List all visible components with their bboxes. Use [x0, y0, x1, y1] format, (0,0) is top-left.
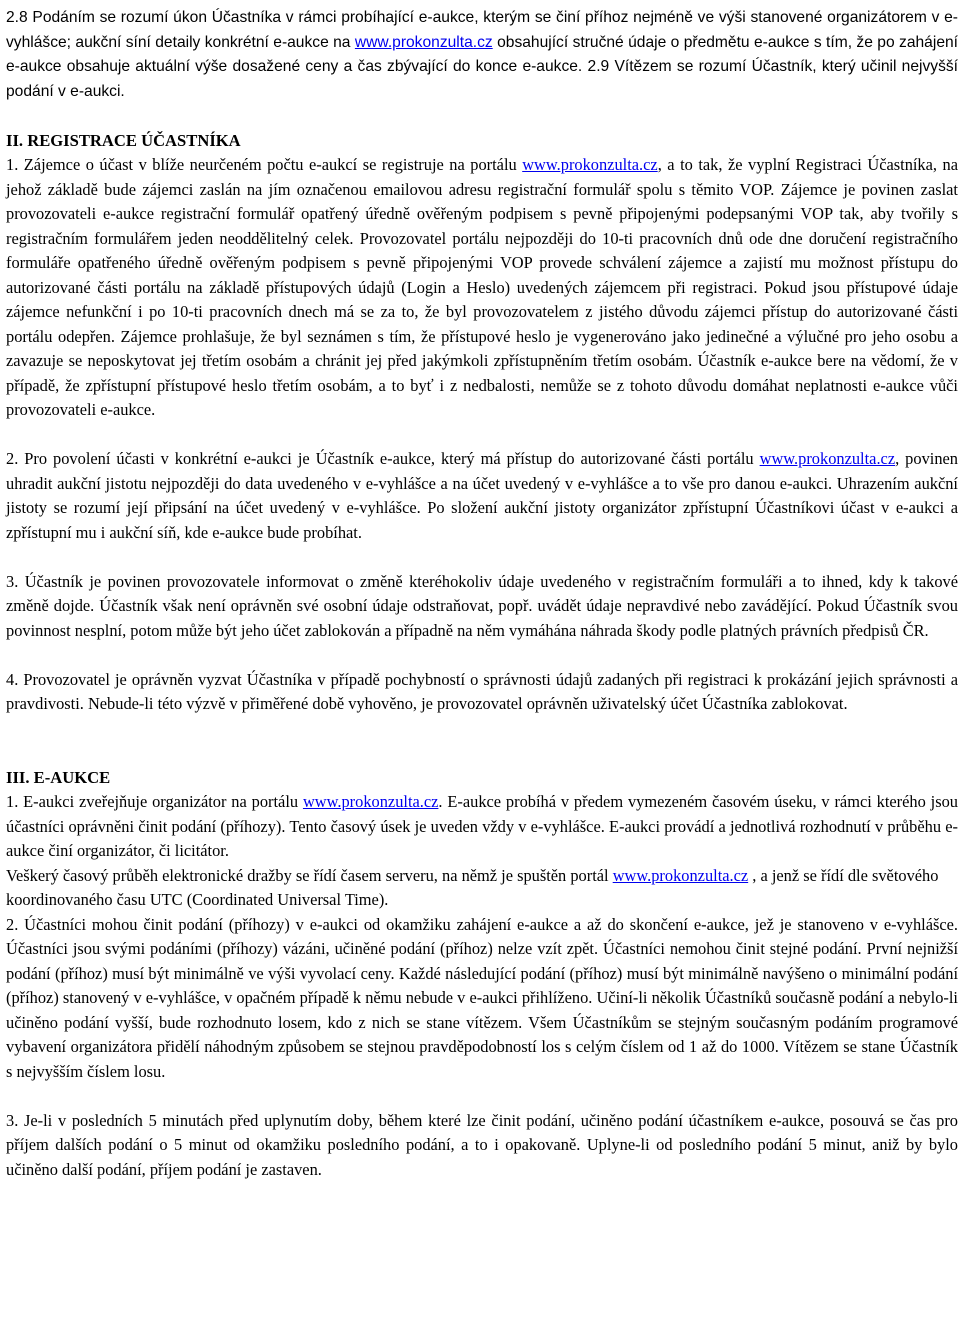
section-heading-e-aukce: III. E-AUKCE	[6, 767, 111, 787]
spacer	[6, 104, 958, 129]
spacer	[6, 423, 958, 448]
paragraph-e-aukce-1: 1. E-aukci zveřejňuje organizátor na portálu www.prokonzulta.cz. E-aukce probíhá v předem vymezeném časovém úseku, v rámci kterého jsou účastníci oprávněni činit podání (příhozy). Tento časový úsek je uveden vždy v e-vyhlášce. E-aukci provádí a jednotlivá rozhodnutí v průběhu e-aukce činí organizátor, či licitátor.	[6, 792, 958, 860]
spacer	[6, 717, 958, 766]
paragraph-e-aukce-3: 3. Je-li v posledních 5 minutách před uplynutím doby, během které lze činit podání, učiněno podání účastníkem e-aukce, posouvá se čas pro příjem dalších podání o 5 minut od okamžiku posledního podání, a to i opakovaně. Uplyne-li od posledního podání 5 minut, aniž by bylo učiněno další podání, příjem podání je zastaven.	[6, 1110, 958, 1179]
prokonzulta-link[interactable]: www.prokonzulta.cz	[522, 155, 658, 174]
spacer	[6, 643, 958, 668]
paragraph-2-9: 2.9 Vítězem se rozumí Účastník, který učinil nejvyšší podání v e-aukci.	[6, 58, 959, 100]
paragraph-registrace-2: 2. Pro povolení účasti v konkrétní e-aukci je Účastník e-aukce, který má přístup do autorizované části portálu www.prokonzulta.cz, povinen uhradit aukční jistotu nejpozději do data uvedeného v e-vyhlášce a na účet uvedený v e-vyhlášce a to vše pro danou e-aukci. Uhrazením aukční jistoty se rozumí její připsání na účet uvedený v e-vyhlášce. Po složení aukční jistoty organizátor zpřístupní Účastníkovi účast v e-aukci a zpřístupní mu i aukční síň, kde e-aukce bude probíhat.	[6, 449, 958, 542]
paragraph-2-8: 2.8 Podáním se rozumí úkon Účastníka v rámci probíhající e-aukce, kterým se činí příhoz nejméně ve výši stanovené organizátorem v e-vyhlášce; aukční síní detaily konkrétní e-aukce na www.prokonzulta.cz obsahující stručné údaje o předmětu e-aukce s tím, že po zahájení e-aukce obsahuje aktuální výše dosažené ceny a čas zbývající do konce e-aukce. 2.9 Vítězem se rozumí Účastník, který učinil nejvyšší podání v e-aukci.	[6, 9, 959, 100]
paragraph-registrace-4: 4. Provozovatel je oprávněn vyzvat Účastníka v případě pochybností o správnosti údajů zadaných při registraci k prokázání jejich správnosti a pravdivosti. Nebude-li této výzvě v přiměřené době vyhověno, je provozovatel oprávněn uživatelský účet Účastníka zablokovat.	[6, 669, 958, 713]
prokonzulta-link[interactable]: www.prokonzulta.cz	[354, 33, 493, 51]
paragraph-registrace-1: 1. Zájemce o účast v blíže neurčeném počtu e-aukcí se registruje na portálu www.prokonzulta.cz, a to tak, že vyplní Registraci Účastníka, na jehož základě bude zájemci zaslán na jím označenou emailovou adresu registrační formulář spolu s těmito VOP. Zájemce je povinen zaslat provozovateli e-aukce registrační formulář opatřený úředně ověřeným podpisem s pevně připojenými podepsanými VOP tak, aby tvořily s registračním formulářem jeden neoddělitelný celek. Provozovatel portálu nejpozději do 10-ti pracovních dnů ode dne doručení registračního formuláře opatřeného úředně ověřeným podpisem s pevně připojenými VOP provede schválení zájemce a zajistí mu možnost přístupu do autorizované části portálu na základě přístupových údajů (Login a Heslo) uvedených zájemcem při registraci. Pokud jsou přístupové údaje zájemce nefunkční i po 10-ti pracovních dnech má se za to, že byl provozovatelem z jistého důvodu zájemci přístup do autorizované části portálu odepřen. Zájemce prohlašuje, že byl seznámen s tím, že přístupové heslo je vygenerováno jako jedinečné a výlučné pro jeho osobu a zavazuje se neposkytovat jej třetím osobám a chránit jej před jakýmkoli zpřístupněním třetím osobám. Účastník e-aukce bere na vědomí, že v případě, že zpřístupní přístupové heslo třetím osobám, a to byť i z nedbalosti, nemůže se z tohoto důvodu domáhat neplatnosti e-aukce vůči provozovateli e-aukce.	[6, 155, 958, 419]
paragraph-e-aukce-2: 2. Účastníci mohou činit podání (příhozy) v e-aukci od okamžiku zahájení e-aukce a až do skončení e-aukce, jež je stanoveno v e-vyhlášce. Účastníci jsou svými podáními (příhozy) vázáni, učiněné podání (příhoz) nelze vzít zpět. Účastníci nemohou činit stejné podání. První nejnižší podání (příhoz) musí být minimálně ve výši vyvolací ceny. Každé následující podání (příhoz) musí být minimálně navýšeno o minimální podání (příhoz) stanovený v e-vyhlášce, v opačném případě k němu nebude v e-aukci přihlíženo. Učiní-li několik Účastníků současně podání a nebylo-li učiněno podání vyšší, bude rozhodnuto losem, kdo z nich se stane vítězem. Všem Účastníkům se stejným současným podáním programové vybavení organizátora přidělí náhodným způsobem se stejnou pravděpodobností los s celým číslem od 1 až do 1000. Vítězem se stane Účastník s nejvyšším číslem losu.	[6, 914, 958, 1081]
paragraph-registrace-3: 3. Účastník je povinen provozovatele informovat o změně kteréhokoliv údaje uvedeného v registračním formuláři a to ihned, kdy k takové změně dojde. Účastník však není oprávněn své osobní údaje odstraňovat, popř. uvádět údaje nepravdivé nebo zavádějící. Pokud Účastník svou povinnost nesplní, potom může být jeho účet zablokován a případně na něm vymáhána náhrada škody podle platných právních předpisů ČR.	[6, 571, 958, 640]
prokonzulta-link[interactable]: www.prokonzulta.cz	[612, 865, 749, 885]
spacer	[6, 545, 958, 570]
prokonzulta-link[interactable]: www.prokonzulta.cz	[759, 449, 896, 468]
document-page	[6, 6, 958, 1182]
paragraph-e-aukce-1-cont: Veškerý časový průběh elektronické dražby se řídí časem serveru, na němž je spuštěn portál www.prokonzulta.cz , a jenž se řídí dle světového koordinovaného času UTC (Coordinated Universal Time).	[6, 865, 939, 909]
section-heading-registrace: II. REGISTRACE ÚČASTNÍKA	[6, 130, 241, 150]
spacer	[6, 1084, 958, 1109]
prokonzulta-link[interactable]: www.prokonzulta.cz	[302, 792, 439, 811]
